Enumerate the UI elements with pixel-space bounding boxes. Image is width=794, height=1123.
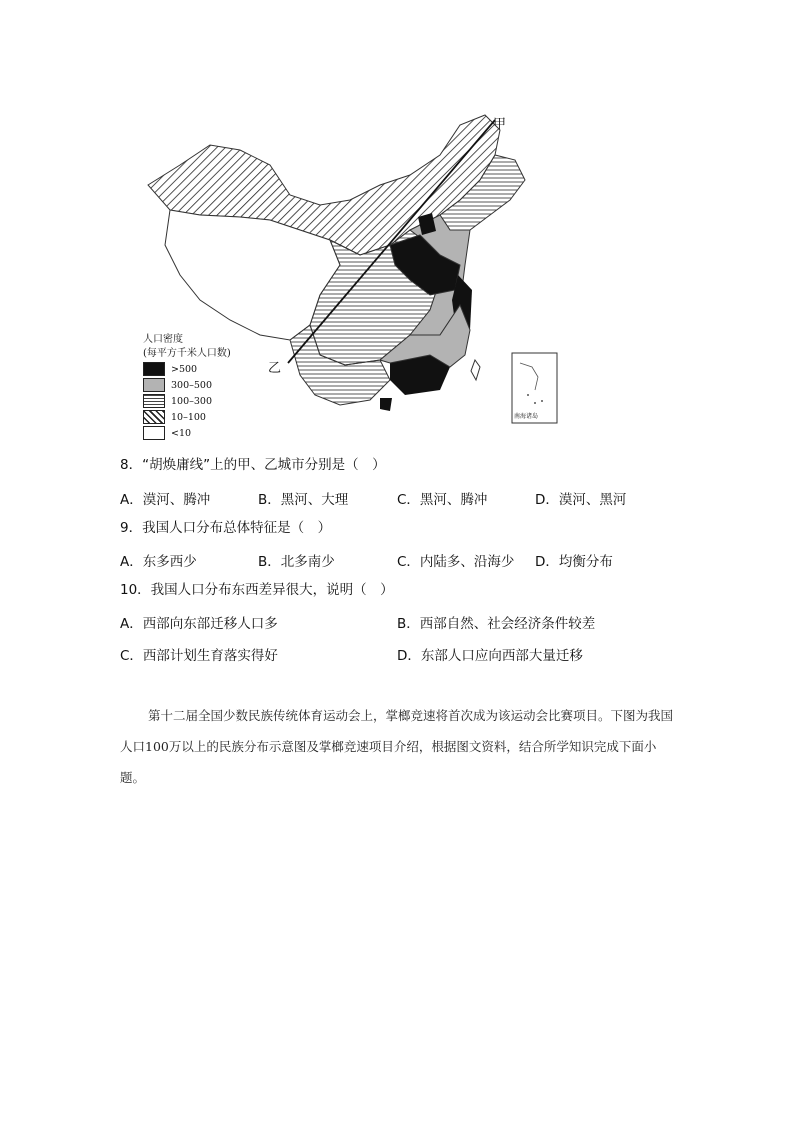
passage-text: 第十二届全国少数民族传统体育运动会上，掌榔竞速将首次成为该运动会比赛项目。下图为我国人口100万以上的民族分布示意图及掌榔竞速项目介绍，根据图文资料，结合所学知识完成下面小题。 — [120, 708, 674, 785]
map-legend — [143, 333, 231, 441]
question-8-stem: 8．“胡焕庸线”上的甲、乙城市分别是（ ） — [120, 457, 386, 473]
legend-swatch — [143, 362, 165, 376]
q10-option-b[interactable]: B．西部自然、社会经济条件较差 — [397, 616, 596, 632]
q10-option-c[interactable]: C．西部计划生育落实得好 — [120, 648, 278, 664]
question-9-stem: 9．我国人口分布总体特征是（ ） — [120, 520, 332, 536]
legend-label: >500 — [171, 363, 198, 375]
question-10-stem: 10．我国人口分布东西差异很大，说明（ ） — [120, 582, 394, 598]
legend-item — [143, 425, 231, 441]
legend-label: 300–500 — [171, 379, 213, 391]
legend-item — [143, 361, 231, 377]
legend-label: <10 — [171, 427, 192, 439]
label-yi: 乙 — [268, 361, 282, 376]
q9-option-a[interactable]: A．东多西少 — [120, 554, 197, 570]
region-taiwan — [471, 360, 480, 380]
legend-label: 10–100 — [171, 411, 206, 423]
legend-swatch — [143, 410, 165, 424]
q8-option-a[interactable]: A．漠河、腾冲 — [120, 492, 211, 508]
q8-option-d[interactable]: D．漠河、黑河 — [535, 492, 627, 508]
q9-option-b[interactable]: B．北多南少 — [258, 554, 335, 570]
q8-option-b[interactable]: B．黑河、大理 — [258, 492, 349, 508]
legend-title: 人口密度 — [143, 334, 183, 345]
q9-option-c[interactable]: C．内陆多、沿海少 — [397, 554, 515, 570]
legend-subtitle: (每平方千米人口数) — [143, 348, 231, 359]
legend-item — [143, 409, 231, 425]
legend-swatch — [143, 394, 165, 408]
legend-item — [143, 377, 231, 393]
inset-caption: 南海诸岛 — [514, 413, 539, 420]
legend-swatch — [143, 378, 165, 392]
label-jia: 甲 — [493, 117, 507, 132]
reading-passage — [120, 700, 680, 793]
legend-swatch — [143, 426, 165, 440]
q10-option-d[interactable]: D．东部人口应向西部大量迁移 — [397, 648, 583, 664]
q10-option-a[interactable]: A．西部向东部迁移人口多 — [120, 616, 278, 632]
q8-option-c[interactable]: C．黑河、腾冲 — [397, 492, 488, 508]
legend-item — [143, 393, 231, 409]
legend-label: 100–300 — [171, 395, 213, 407]
region-hainan — [380, 398, 392, 411]
q9-option-d[interactable]: D．均衡分布 — [535, 554, 613, 570]
